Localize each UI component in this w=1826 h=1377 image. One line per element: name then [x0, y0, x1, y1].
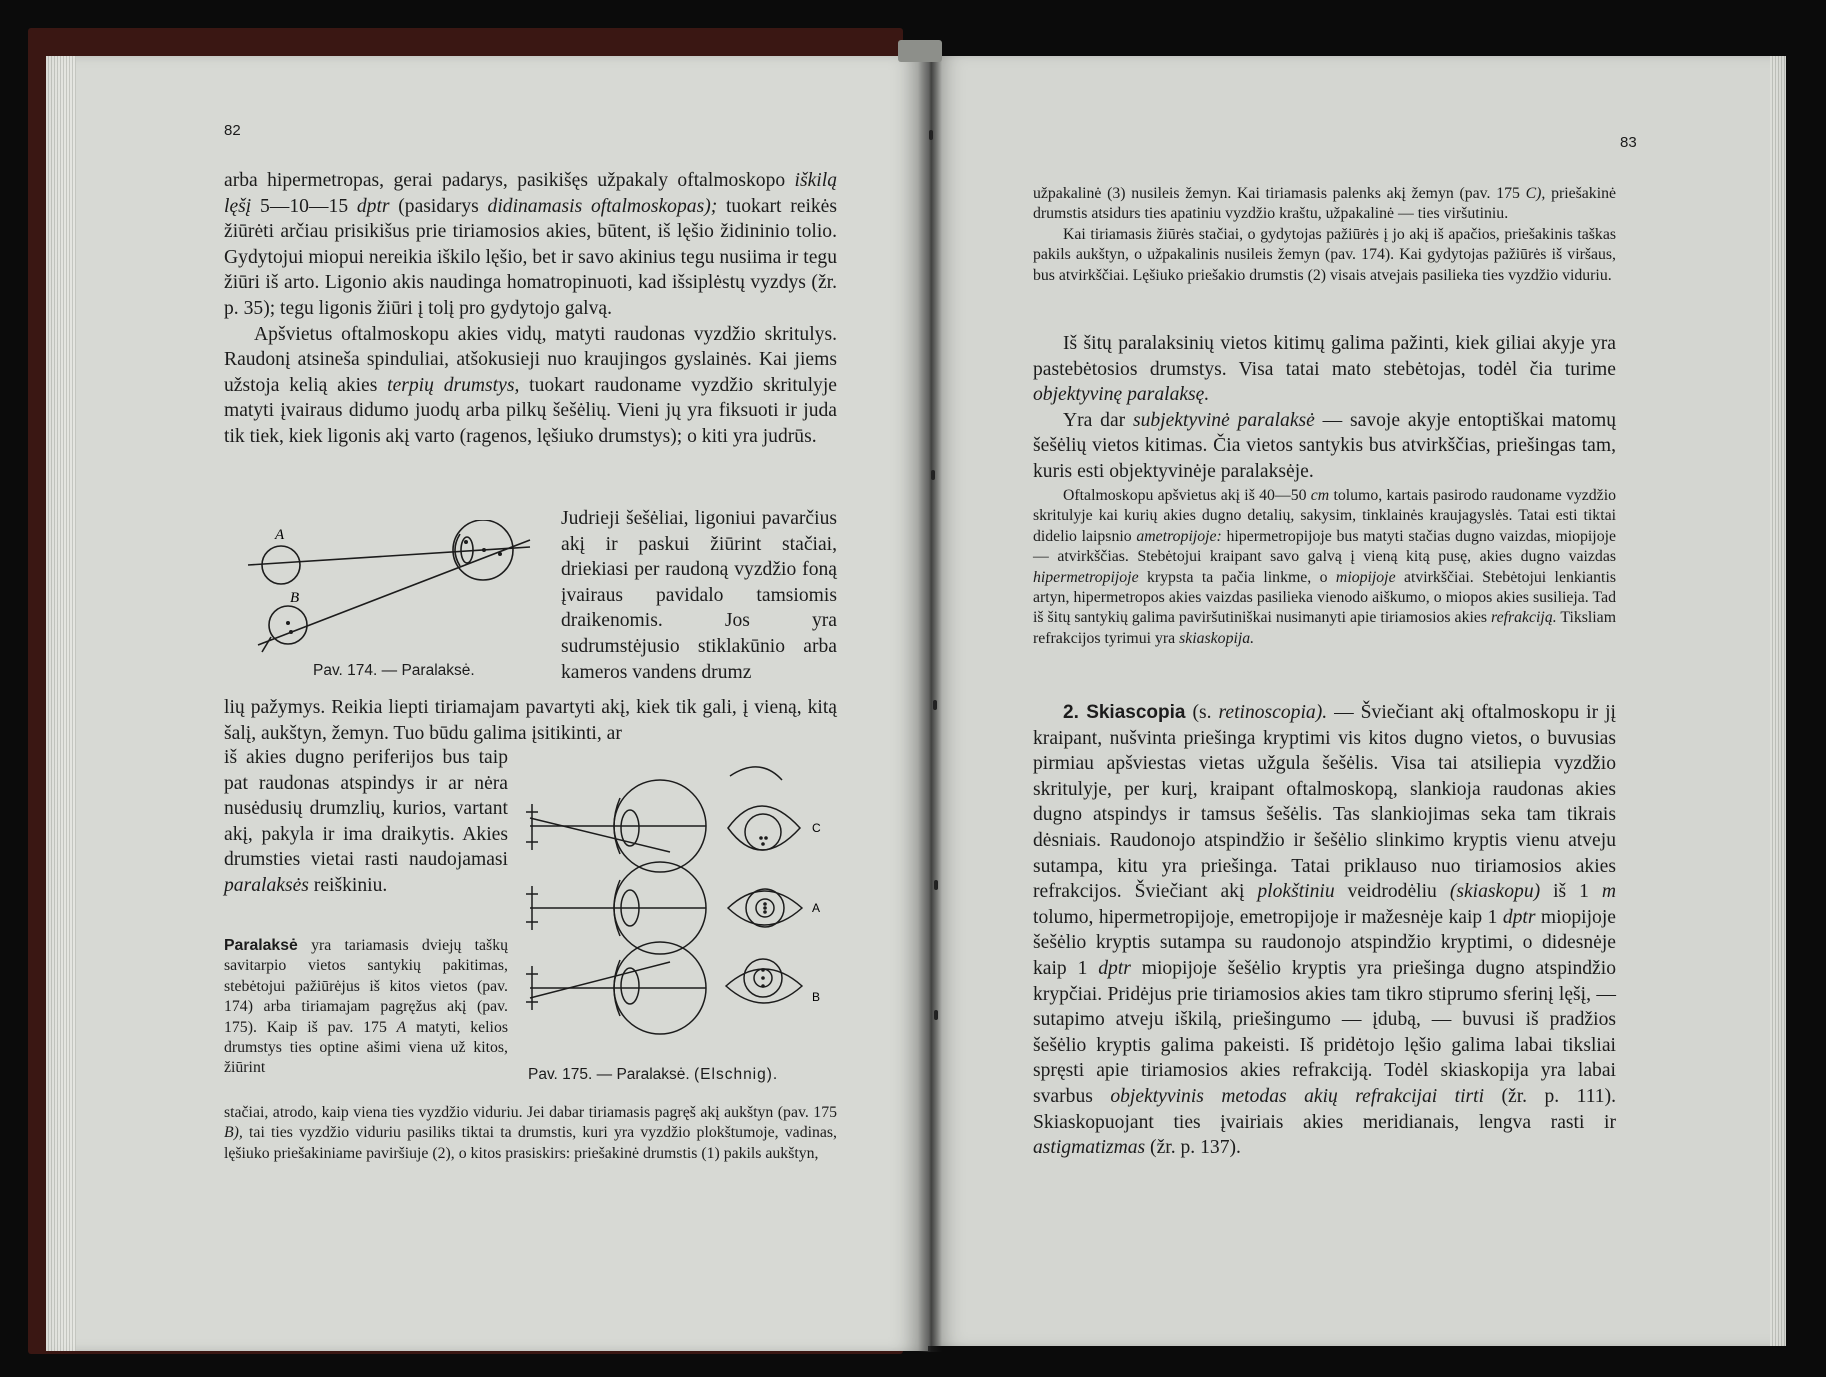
page-number-left: 82	[224, 122, 241, 139]
eye-section-c	[526, 780, 706, 872]
figure-175-caption: Pav. 175. — Paralaksė. (Elschnig).	[528, 1066, 779, 1083]
fig174-label-a: A	[275, 527, 285, 543]
page-edges-left	[46, 56, 76, 1351]
eye-front-c	[728, 767, 800, 850]
paragraph: Oftalmoskopu apšvietus akį iš 40—50 cm tolumo, kartais pasirodo raudoname vyzdžio skritulyje kai kurių akies dugno detalių, sakysim, tinklainės kraujagyslės. Tatai esti tiktai didelio laipsnio ametropijoje: hipermetropijoje bus matyti stačias dugno vaizdas, miopijoje — atvirkščias. Stebėtojui kraipant savo galvą į vieną kitą pusę, akies dugno vaizdas hipermetropijoje krypsta ta pačia linkme, o miopijoje atvirkščiai. Stebėtojui lenkiantis artyn, hipermetropos akies vaizdas pasilieka vienodo aiškumo, o miopos akies susilieja. Tad iš šitų santykių galima paviršutiniškai nusimanyti apie tiriamosios akies refrakciją. Tiksliam refrakcijos tyrimui yra skiaskopija.	[1033, 487, 1616, 647]
paragraph: iš akies dugno periferijos bus taip pat raudonas atspindys ir ar nėra nusėdusių drumzlių, kurios, vartant akį, pakyla ir ima draikytis. Akies drumsties vietai rasti naudojamasi paralaksės reiškiniu.	[224, 747, 508, 896]
eye-front-b	[726, 959, 802, 1003]
fig174-label-b: B	[290, 590, 300, 606]
paragraph: Yra dar subjektyvinė paralaksė — savoje akyje entoptiškai matomų šešėlių vietos kitimas. Čia vietos santykis bus atvirkščias, priešingas tam, kuris esti objektyvinėje paralaksėje.	[1033, 409, 1616, 482]
right-body-top	[1033, 331, 1616, 485]
page-number-right: 83	[1620, 134, 1637, 151]
section-heading: 2. Skiascopia	[1063, 702, 1186, 723]
paragraph: užpakalinė (3) nusileis žemyn. Kai tiriamasis palenks akį žemyn (pav. 175 C), priešakinė drumstis atsidurs ties apatiniu vyzdžio kraštu, užpakalinė — ties viršutiniu.	[1033, 185, 1616, 223]
fig175-label-c: C	[812, 821, 821, 835]
eye-section-a	[526, 862, 706, 954]
page-edges-right	[1770, 56, 1786, 1346]
left-small-text-2	[224, 1103, 837, 1164]
paragraph: Judrieji šešėliai, ligoniui pavarčius akį ir paskui žiūrint stačiai, driekiasi per raudoną vyzdžio foną įvairaus pavidalo tamsiomis draikenomis. Jos yra sudrumstėjusio stiklakūnio arba kameros vandens drumz	[561, 508, 837, 683]
stitch-mark	[929, 130, 933, 140]
paragraph: 2. Skiascopia (s. retinoscopia). — Šviečiant akį oftalmoskopu ir jį kraipant, nušvinta priešinga kryptimi vis kitos dugno vietos, o buvusias pirmiau apšviestas vietas užgula šešėlis. Visa tai atsiliepia vyzdžio skritulyje, per kurį, kraipant oftalmoskopą, slankioja raudonas akies dugno atspindys ir tamsus šešėlis. Tas slankiojimas seka tam tikrais dėsniais. Raudonojo atspindžio ir šešėlio slinkimo kryptis vienu atveju sutampa, kitu yra priešinga. Tatai priklauso nuo tiriamosios akies refrakcijos. Šviečiant akį plokštiniu veidrodėliu (skiaskopu) iš 1 m tolumo, hipermetropijoje, emetropijoje ir mažesnėje kaip 1 dptr miopijoje šešėlio kryptis sutampa su raudonojo atspindžio kryptimi, o didesnėje kaip 1 dptr miopijoje šešėlio kryptis yra priešinga dugno atspindžio krypčiai. Pridėjus prie tiriamosios akies tam tikro stiprumo sferinį lęšį, — sutapimo atveju iškilą, priešingumo — įdubą, — buvusi iš pradžios šešėlio kryptis galima pakeisti. Iš pridėtojo lęšio galima labai tiksliai spręsti apie tiriamosios akies refrakciją. Todėl skiaskopija yra labai svarbus objektyvinis metodas akių refrakcijai tirti (žr. p. 111). Skiaskopuojant ties įvairiais akies meridianais, lengva rasti ir astigmatizmas (žr. p. 137).	[1033, 702, 1617, 1159]
figure-174-parallax	[238, 520, 538, 660]
pointer	[262, 637, 271, 652]
left-body-mid	[224, 695, 837, 746]
right-small-text-2	[1033, 486, 1616, 649]
binding-clip	[898, 40, 942, 62]
paragraph: Apšvietus oftalmoskopu akies vidų, matyti raudonas vyzdžio skritulys. Raudonį atsineša spinduliai, atšokusieji nuo kraujingos gyslainės. Kai jiems užstoja kelią akies terpių drumstys, tuokart raudoname vyzdžio skritulyje matyti įvairaus didumo juodų arba pilkų šešėlių. Vieni jų yra fiksuoti ir juda tik tiek, kiek ligonis akį varto (ragenos, lęšiuko drumstys); o kiti yra judrūs.	[224, 323, 837, 447]
left-body-top	[224, 168, 837, 450]
paragraph: arba hipermetropas, gerai padarys, pasikišęs užpakaly oftalmoskopo iškilą lęšį 5—10—15 dptr (pasidarys didinamasis oftalmoskopas); tuokart reikės žiūrėti arčiau prisikišus prie tiriamosios akies, būtent, iš lęšio židininio tolio. Gydytojui miopui nereikia iškilo lęšio, bet ir savo akinius tegu nusiima ir tegu žiūri iš arto. Ligonio akis naudinga homatropinuoti, kad išsiplėstų vyzdys (žr. p. 35); tegu ligonis žiūri į tolį pro gydytojo galvą.	[224, 170, 838, 319]
stitch-mark	[931, 470, 935, 480]
figure-174-caption: Pav. 174. — Paralaksė.	[313, 662, 475, 679]
left-float-text-2	[224, 745, 508, 899]
paragraph: Kai tiriamasis žiūrės stačiai, o gydytojas pažiūrės į jo akį iš apačios, priešakinis taškas pakils aukštyn, o užpakalinis nusileis žemyn (pav. 174). Kai gydytojas pažiūrės iš viršaus, bus atvirkščiai. Lęšiuko priešakio drumstis (2) visais atvejais pasilieka ties vyzdžio viduriu.	[1033, 225, 1616, 284]
book-gutter	[918, 40, 942, 1352]
right-small-text-1	[1033, 184, 1616, 286]
stitch-mark	[934, 1010, 938, 1020]
figure-175-parallax	[520, 756, 840, 1056]
fig175-label-a: A	[812, 901, 821, 915]
fig175-label-b: B	[812, 990, 821, 1004]
paragraph: Iš šitų paralaksinių vietos kitimų galima pažinti, kiek giliai akyje yra pastebėtosios drumstys. Visa tatai mato stebėtojas, todėl čia turime objektyvinę paralaksę.	[1033, 333, 1616, 406]
stitch-mark	[934, 880, 938, 890]
stitch-mark	[933, 700, 937, 710]
left-float-text-1	[561, 506, 837, 685]
paragraph: Paralaksė yra tariamasis dviejų taškų savitarpio vietos santykių pakitimas, stebėtojui pažiūrėjus iš kitos vietos (pav. 174) arba tiriamajam pagręžus akį (pav. 175). Kaip iš pav. 175 A matyti, kelios drumstys ties optine ašimi viena už kitos, žiūrint	[224, 937, 508, 1077]
paragraph: stačiai, atrodo, kaip viena ties vyzdžio viduriu. Jei dabar tiriamasis pagręš akį aukštyn (pav. 175 B), tai ties vyzdžio viduriu pasiliks tiktai ta drumstis, kuri yra vyzdžio plokštumoje, vadinas, lęšiuko priešakiniame paviršiuje (2), o kitos prasiskirs: priešakinė drumstis (1) pakils aukštyn,	[224, 1104, 837, 1162]
left-small-text-1	[224, 936, 508, 1079]
eye-section-b	[526, 942, 706, 1034]
right-body-main	[1033, 700, 1616, 1161]
paragraph: lių pažymys. Reikia liepti tiriamajam pavartyti akį, kiek tik gali, į vieną, kitą šalį, aukštyn, žemyn. Tuo būdu galima įsitikinti, ar	[224, 697, 837, 744]
observer-eye-a	[262, 546, 300, 584]
